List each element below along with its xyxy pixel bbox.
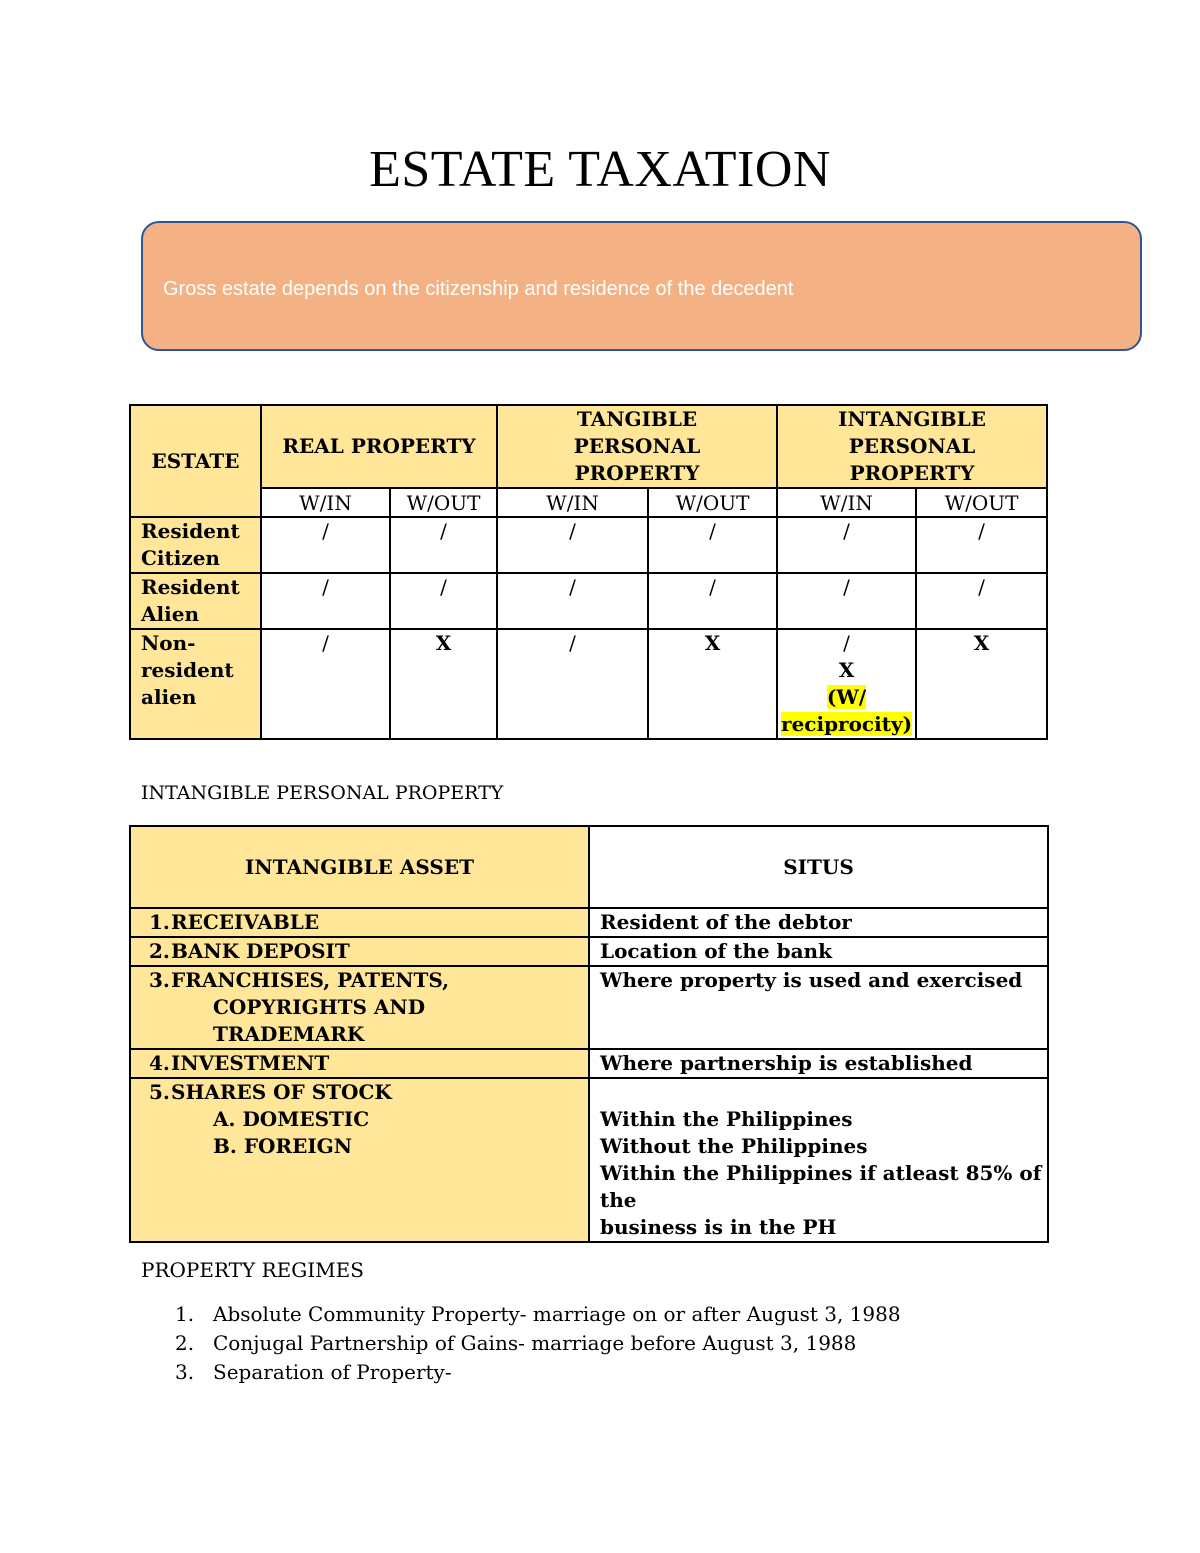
reciprocity-highlight: reciprocity) (781, 712, 913, 736)
table-cell: / (390, 573, 497, 629)
table-cell: / (648, 573, 777, 629)
regimes-list (141, 1300, 901, 1387)
table-row (130, 573, 1047, 629)
header-real-property: REAL PROPERTY (261, 405, 497, 488)
table-cell: / (497, 517, 648, 573)
table-row (130, 1078, 1048, 1242)
table-cell: / (777, 573, 916, 629)
list-item: 3. Separation of Property- (175, 1360, 452, 1384)
subheader-within: W/IN (777, 488, 916, 517)
table-row (130, 937, 1048, 966)
situs-cell: Resident of the debtor (589, 908, 1048, 937)
asset-cell: 3.FRANCHISES, PATENTS, COPYRIGHTS AND TRADEMARK (130, 966, 589, 1049)
table-cell: X (916, 629, 1047, 739)
callout-text: Gross estate depends on the citizenship and residence of the decedent (163, 278, 794, 300)
table-cell: X (648, 629, 777, 739)
table-cell: / (497, 573, 648, 629)
subheader-without: W/OUT (648, 488, 777, 517)
table-row (130, 517, 1047, 573)
asset-cell: 1.RECEIVABLE (130, 908, 589, 937)
table-cell: / (261, 573, 390, 629)
asset-cell: 4.INVESTMENT (130, 1049, 589, 1078)
estate-table (129, 404, 1048, 740)
situs-cell: Where property is used and exercised (589, 966, 1048, 1049)
situs-table (129, 825, 1049, 1243)
row-label: Resident Alien (130, 573, 261, 629)
table-cell: / (916, 517, 1047, 573)
row-label: Non- resident alien (130, 629, 261, 739)
list-item: 2. Conjugal Partnership of Gains- marriage before August 3, 1988 (175, 1331, 857, 1355)
header-tangible: TANGIBLE PERSONAL PROPERTY (497, 405, 777, 488)
section-heading: INTANGIBLE PERSONAL PROPERTY (141, 782, 504, 804)
subheader-without: W/OUT (390, 488, 497, 517)
table-row (130, 1049, 1048, 1078)
subheader-without: W/OUT (916, 488, 1047, 517)
row-label: Resident Citizen (130, 517, 261, 573)
table-row (130, 908, 1048, 937)
table-cell: / (497, 629, 648, 739)
table-cell: X (390, 629, 497, 739)
table-cell: / (261, 629, 390, 739)
header-intangible-asset: INTANGIBLE ASSET (130, 826, 589, 908)
list-item: 1. Absolute Community Property- marriage on or after August 3, 1988 (175, 1302, 901, 1326)
header-intangible: INTANGIBLE PERSONAL PROPERTY (777, 405, 1047, 488)
table-cell: / (777, 517, 916, 573)
page-title: ESTATE TAXATION (369, 141, 831, 198)
table-cell: / (261, 517, 390, 573)
asset-cell: 5.SHARES OF STOCK A. DOMESTIC B. FOREIGN (130, 1078, 589, 1242)
situs-cell: Location of the bank (589, 937, 1048, 966)
reciprocity-highlight: (W/ (826, 685, 867, 709)
header-situs: SITUS (589, 826, 1048, 908)
asset-cell: 2.BANK DEPOSIT (130, 937, 589, 966)
header-estate: ESTATE (130, 405, 261, 517)
regimes-heading: PROPERTY REGIMES (141, 1258, 364, 1282)
subheader-within: W/IN (261, 488, 390, 517)
callout-box (141, 221, 1142, 351)
table-row (130, 629, 1047, 739)
subheader-within: W/IN (497, 488, 648, 517)
situs-cell: Within the Philippines Without the Philippines Within the Philippines if atleast 85% of the business is in the PH (589, 1078, 1048, 1242)
table-cell: / X (W/ reciprocity) (777, 629, 916, 739)
table-cell: / (648, 517, 777, 573)
table-cell: / (390, 517, 497, 573)
table-cell: / (916, 573, 1047, 629)
table-row (130, 966, 1048, 1049)
situs-cell: Where partnership is established (589, 1049, 1048, 1078)
